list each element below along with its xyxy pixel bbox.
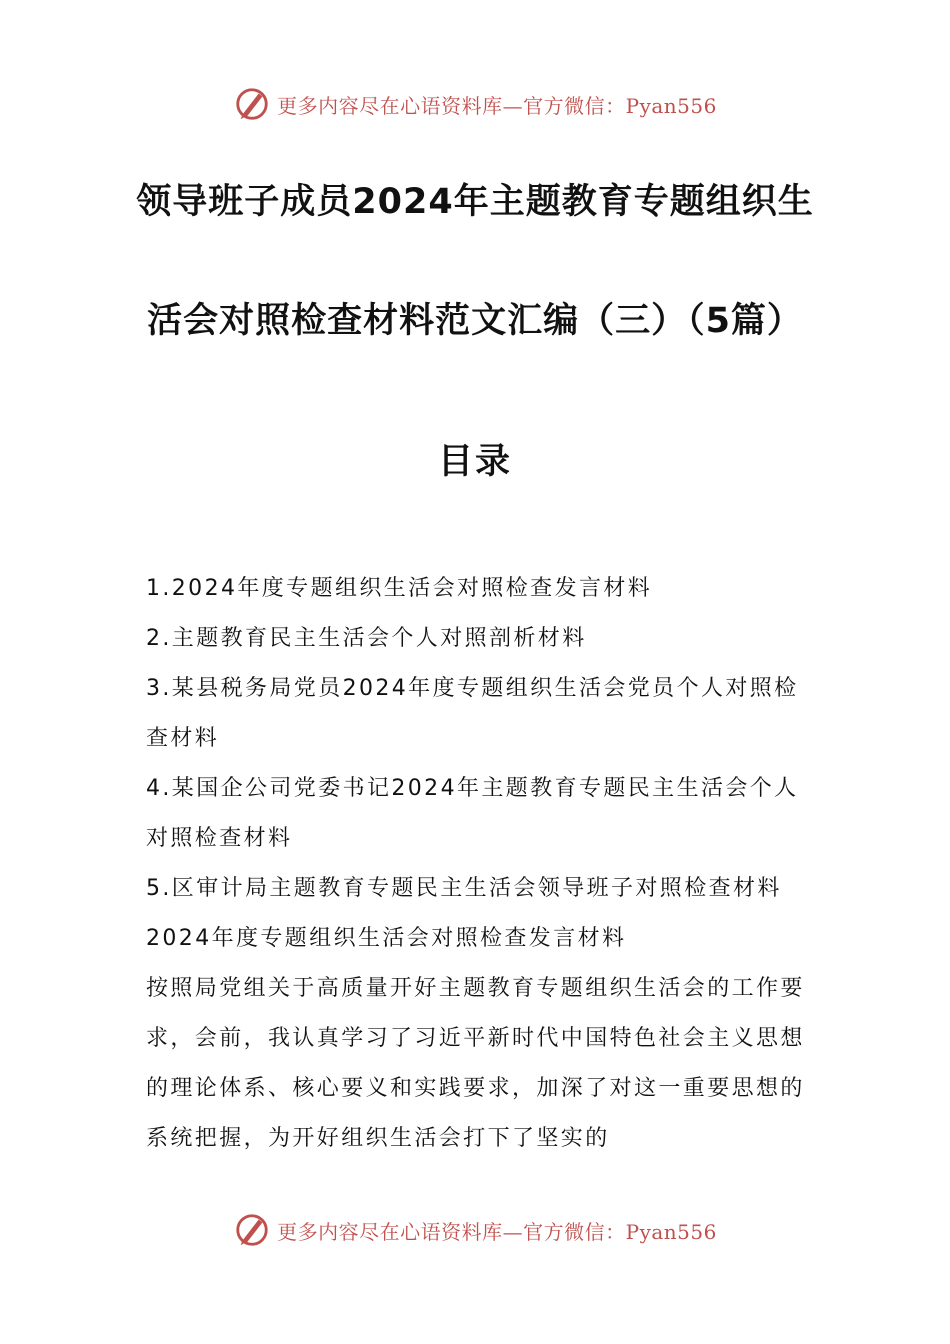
toc-heading: 目录 <box>437 442 512 482</box>
document-title-line2: 活会对照检查材料范文汇编（三）（5篇） <box>147 301 803 341</box>
toc-item: 1.2024年度专题组织生活会对照检查发言材料 <box>146 576 653 601</box>
toc-item: 2.主题教育民主生活会个人对照剖析材料 <box>146 626 587 651</box>
document-title-line1: 领导班子成员2024年主题教育专题组织生 <box>136 182 814 222</box>
toc-item: 4.某国企公司党委书记2024年主题教育专题民主生活会个人对照检查材料 <box>146 776 799 851</box>
footer-watermark-banner <box>0 1210 950 1250</box>
toc-item: 5.区审计局主题教育专题民主生活会领导班子对照检查材料 <box>146 876 782 901</box>
section-title: 2024年度专题组织生活会对照检查发言材料 <box>146 926 627 951</box>
document-content <box>146 564 806 1164</box>
footer-watermark-text: 更多内容尽在心语资料库—官方微信：Pyan556 <box>277 1219 717 1244</box>
pen-logo-icon <box>233 1211 271 1249</box>
header-watermark-banner <box>0 84 950 124</box>
pen-logo-icon <box>233 85 271 123</box>
body-paragraph: 按照局党组关于高质量开好主题教育专题组织生活会的工作要求，会前，我认真学习了习近平新时代中国特色社会主义思想的理论体系、核心要义和实践要求，加深了对这一重要思想的系统把握，为开好组织生活会打下了坚实的 <box>146 976 805 1151</box>
toc-item: 3.某县税务局党员2024年度专题组织生活会党员个人对照检查材料 <box>146 676 799 751</box>
header-watermark-text: 更多内容尽在心语资料库—官方微信：Pyan556 <box>277 93 717 118</box>
